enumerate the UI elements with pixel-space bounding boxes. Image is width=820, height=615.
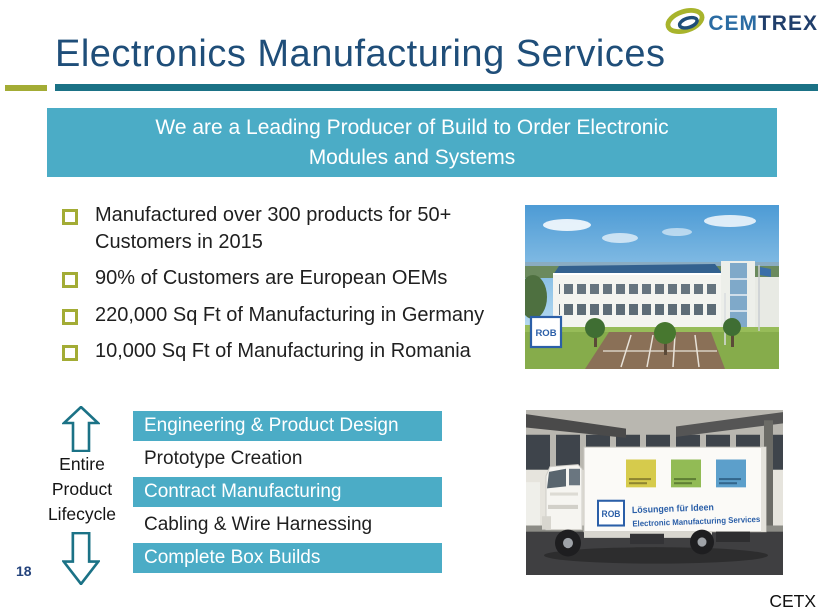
bullet-item [60,302,522,329]
ticker-symbol: CETX [769,591,816,611]
lifecycle-step: Engineering & Product Design [133,411,442,441]
bullet-item [60,265,522,292]
cemtrex-ellipse-icon [664,6,706,41]
square-bullet-icon [62,345,78,361]
square-bullet-icon [62,272,78,288]
subtitle-banner [47,108,777,177]
bullet-list [60,202,522,375]
lifecycle-step: Complete Box Builds [133,543,442,573]
bullet-text: 90% of Customers are European OEMs [95,267,448,290]
logo-cem: CEM [708,11,758,35]
bullet-item [60,202,522,255]
title-rule-olive [5,85,47,91]
truck-rob-text: ROB [601,509,621,520]
truck-photo [526,410,783,575]
bullet-text: 10,000 Sq Ft of Manufacturing in Romania [95,340,471,363]
logo-trex: TREX [757,11,818,35]
bullet-text: Manufactured over 300 products for 50+ Customers in 2015 [95,204,452,253]
page-number: 18 [16,563,32,579]
bullet-text: 220,000 Sq Ft of Manufacturing in Germany [95,303,485,326]
title-rule-teal [55,84,818,91]
bullet-item [60,338,522,365]
lifecycle-steps [133,411,442,576]
truck-slogan-line2: Electronic Manufacturing Services [632,514,764,529]
square-bullet-icon [62,309,78,325]
slide-title: Electronics Manufacturing Services [55,33,666,75]
up-arrow-icon [62,406,100,452]
down-arrow-icon [62,532,100,585]
company-logo [664,6,818,41]
logo-wordmark [708,12,818,36]
rob-badge-text: ROB [535,328,557,339]
lifecycle-step: Prototype Creation [144,448,303,469]
truck-rob-badge [598,501,624,526]
lifecycle-label: Entire Product Lifecycle [47,454,117,524]
rob-badge [531,317,561,347]
factory-photo [525,205,779,369]
lifecycle-step: Cabling & Wire Harnessing [144,514,373,535]
truck-slogan-line1: Lösungen für Ideen [631,502,716,516]
factory-building [553,275,723,327]
subtitle-banner-line2: Modules and Systems [308,145,516,169]
square-bullet-icon [62,209,78,225]
lifecycle-step: Contract Manufacturing [133,477,442,507]
subtitle-banner-line1: We are a Leading Producer of Build to Order Electronic [155,115,669,139]
